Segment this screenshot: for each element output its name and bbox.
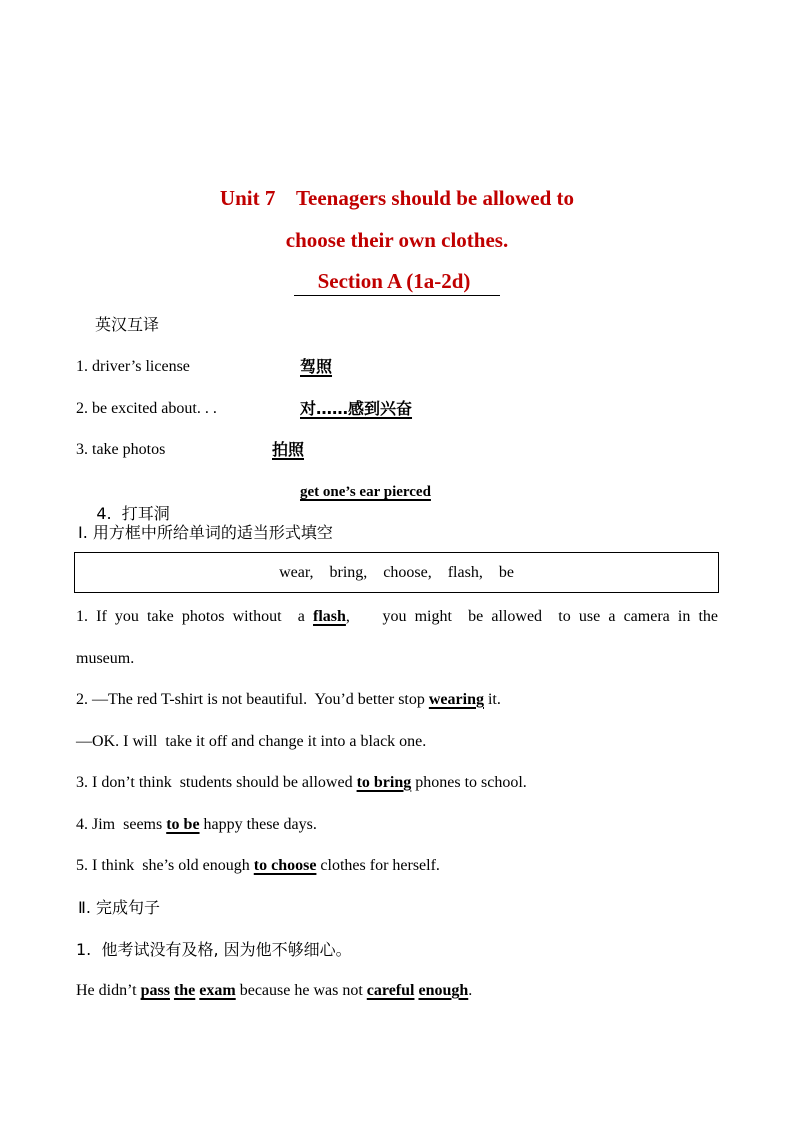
translate-answer-3	[272, 439, 304, 462]
question-1	[76, 606, 718, 628]
translate-item-2	[76, 398, 217, 420]
sentence-text: He didn’t	[76, 982, 141, 999]
section-title	[0, 269, 794, 296]
answer-blank: to be	[166, 816, 200, 833]
answer-blank: exam	[199, 982, 236, 999]
translate-question: 4. 打耳洞	[96, 504, 170, 523]
question-text: 3. I don’t think students should be allowed	[76, 774, 357, 791]
translate-question: 3. take photos	[76, 441, 166, 458]
question-text: , you might be allowed to use a camera in the	[345, 608, 719, 625]
translate-answer-4	[300, 481, 431, 503]
sentence-text: because he was not	[235, 982, 367, 999]
sentence-1-chinese: 1. 他考试没有及格, 因为他不够细心。	[76, 940, 352, 959]
word-box-words: wear, bring, choose, flash, be	[279, 564, 514, 581]
translate-answer: get one’s ear pierced	[300, 484, 431, 500]
translate-heading: 英汉互译	[95, 315, 160, 334]
answer-blank: to choose	[253, 857, 317, 874]
answer-blank: the	[173, 982, 196, 999]
answer-blank: wearing	[428, 691, 484, 708]
word-box	[74, 552, 719, 593]
sentence-1-english	[76, 980, 472, 1002]
translate-item-1	[76, 356, 190, 378]
question-text: 4. Jim seems	[76, 816, 167, 833]
question-1-cont: museum.	[76, 650, 135, 667]
question-text: clothes for herself.	[316, 857, 440, 874]
question-text: 5. I think she’s old enough	[76, 857, 254, 874]
question-3	[76, 772, 527, 794]
section2-heading: Ⅱ. 完成句子	[78, 898, 161, 917]
section1-heading: Ⅰ. 用方框中所给单词的适当形式填空	[78, 523, 333, 542]
translate-answer-2	[300, 398, 412, 421]
answer-blank: flash	[313, 608, 346, 625]
answer-blank: pass	[140, 982, 170, 999]
question-text: phones to school.	[411, 774, 527, 791]
question-text: 2. —The red T-shirt is not beautiful. You’d better stop	[76, 691, 429, 708]
answer-blank: enough	[418, 982, 469, 999]
translate-answer: 驾照	[300, 357, 333, 376]
question-text: it.	[483, 691, 501, 708]
question-2	[76, 689, 501, 711]
question-4	[76, 814, 317, 836]
translate-item-3	[76, 439, 165, 461]
answer-blank: to bring	[356, 774, 412, 791]
section-label: Section A (1a-2d)	[294, 269, 501, 296]
translate-answer-1	[300, 356, 332, 379]
question-2-reply: —OK. I will take it off and change it into a black one.	[76, 733, 427, 750]
translate-answer: 拍照	[272, 440, 305, 459]
question-text: 1. If you take photos without a	[76, 608, 314, 625]
answer-blank: careful	[366, 982, 415, 999]
unit-title: Unit 7 Teenagers should be allowed to	[219, 186, 575, 210]
translate-answer: 对……感到兴奋	[300, 399, 413, 418]
question-5	[76, 855, 440, 877]
translate-question: 2. be excited about. . .	[76, 400, 217, 417]
translate-question: 1. driver’s license	[76, 358, 190, 375]
sentence-text: .	[468, 982, 473, 999]
question-text: happy these days.	[199, 816, 317, 833]
unit-subtitle: choose their own clothes.	[285, 228, 509, 252]
